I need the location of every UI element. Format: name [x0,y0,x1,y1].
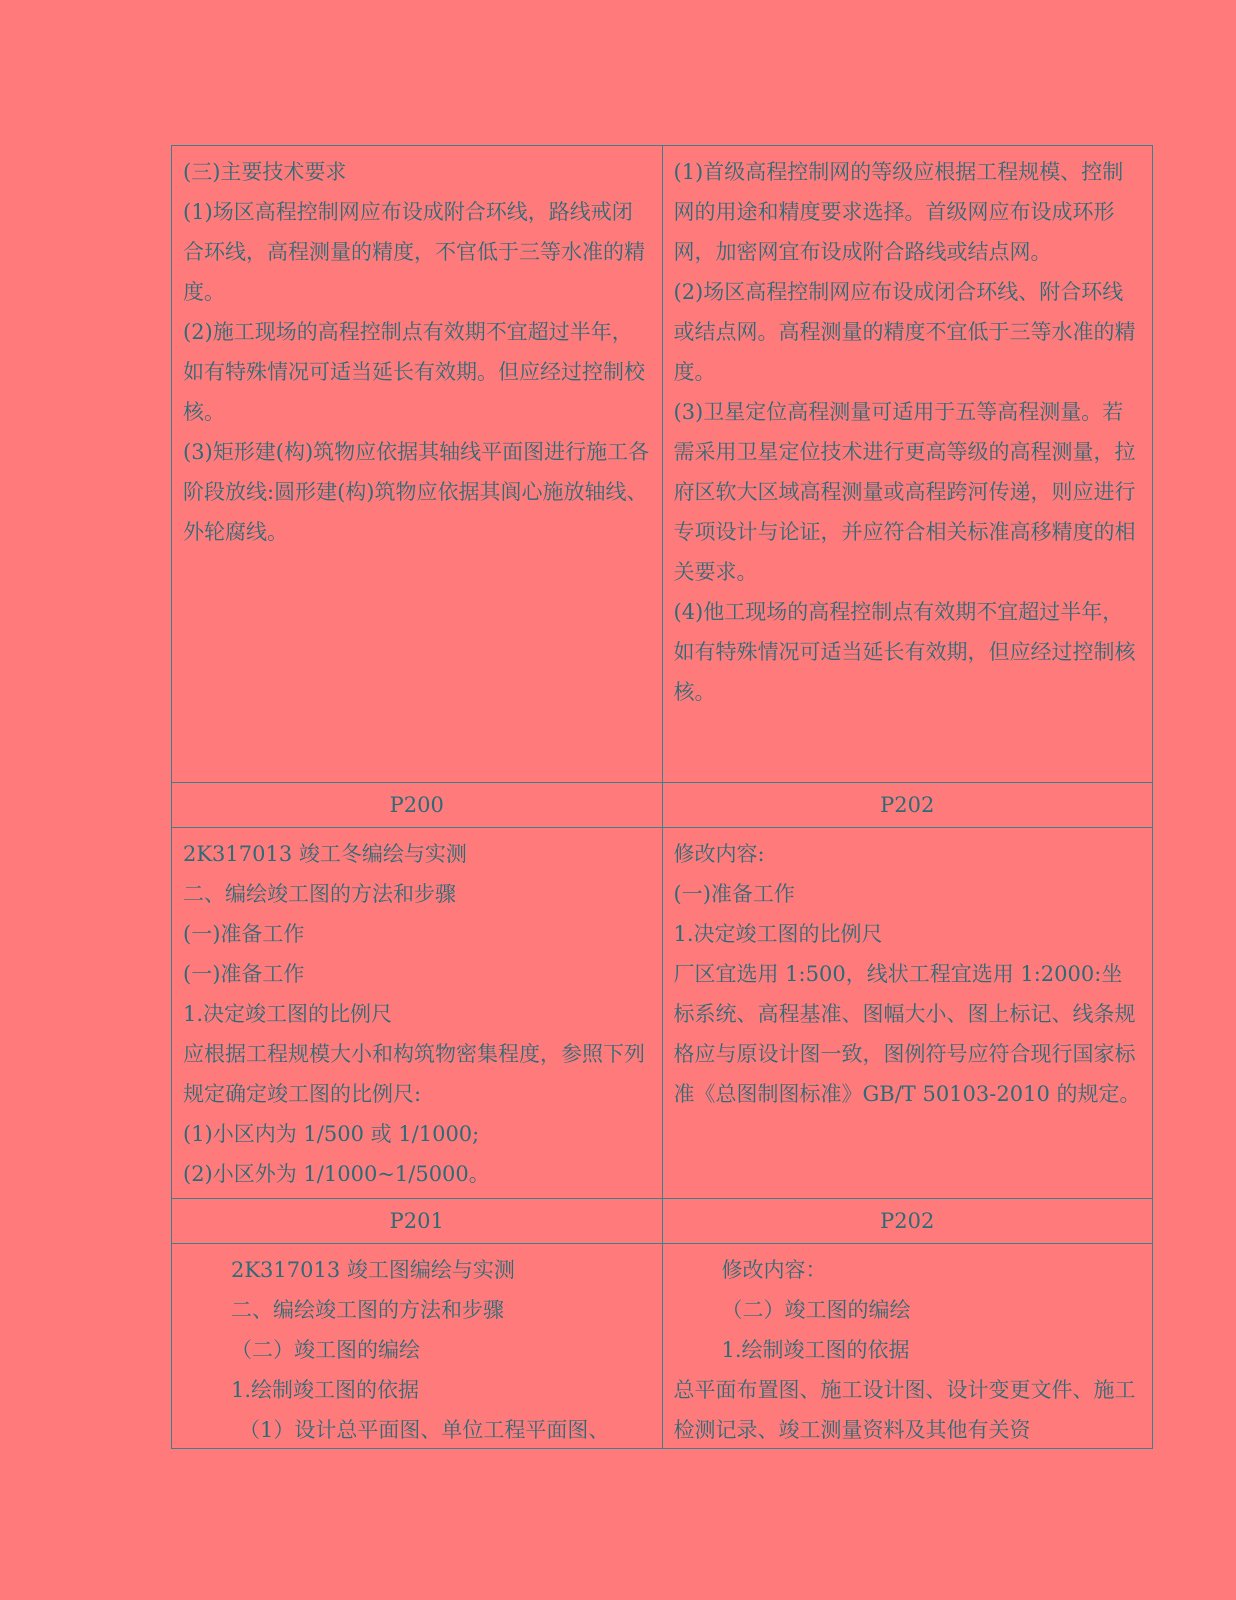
table-row [172,146,1153,783]
revised-text-cell [662,828,1153,1199]
subheading: (一)准备工作 [183,922,305,946]
section-code: 2K317013 竣工冬编绘与实测 [183,842,467,866]
table-row [172,828,1153,1199]
comparison-table [171,145,1153,1449]
paragraph: (1)场区高程控制网应布设成附合环线，路线戒闭合环线，高程测量的精度，不官低于三等水准的精度。 [183,200,645,304]
revised-text-cell [662,1244,1153,1449]
section-heading: (三)主要技术要求 [183,160,347,184]
list-item: （1）设计总平面图、单位工程平面图、 [239,1418,610,1442]
list-item: (2)小区外为 1/1000~1/5000。 [183,1162,490,1186]
original-text-cell [172,1244,663,1449]
section-heading: 二、编绘竣工图的方法和步骤 [183,882,456,906]
paragraph: (4)他工现场的高程控制点有效期不宜超过半年，如有特殊情况可适当延长有效期，但应经过控制核核。 [673,600,1136,704]
page-reference-row [172,1199,1153,1244]
paragraph: 总平面布置图、施工设计图、设计变更文件、施工检测记录、竣工测量资料及其他有关资 [673,1378,1136,1442]
revised-text-cell [662,146,1153,783]
paragraph: 厂区宜选用 1:500，线状工程宜选用 1:2000:坐标系统、高程基准、图幅大小、图上标记、线条规格应与原设计图一致，图例符号应符合现行国家标准《总图制图标准》GB/T 50103-2010 的规定。 [673,962,1141,1106]
paragraph: 应根据工程规模大小和构筑物密集程度，参照下列规定确定竣工图的比例尺: [183,1042,645,1106]
paragraph: (3)卫星定位高程测量可适用于五等高程测量。若需采用卫星定位技术进行更高等级的高程测量，拉府区软大区域高程测量或高程跨河传递，则应进行专项设计与论证，并应符合相关标准高移精度的相关要求。 [673,400,1136,584]
subheading: (一)准备工作 [183,962,305,986]
item-heading: 1.决定竣工图的比例尺 [673,922,883,946]
paragraph: (3)矩形建(构)筑物应依据其轴线平面图进行施工各阶段放线:圆形建(构)筑物应依据其阆心施放轴线、外轮腐线。 [183,440,650,544]
page-number: P200 [172,783,663,828]
original-text-cell [172,146,663,783]
subheading: （二）竣工图的编绘 [721,1298,911,1322]
page-number: P202 [662,783,1153,828]
paragraph: (1)首级高程控制网的等级应根据工程规模、控制网的用途和精度要求选择。首级网应布设成环形网，加密网宜布设成附合路线或结点网。 [673,160,1124,264]
section-code: 2K317013 竣工图编绘与实测 [231,1258,515,1282]
paragraph: (2)施工现场的高程控制点有效期不宜超过半年，如有特殊情况可适当延长有效期。但应经过控制校核。 [183,320,645,424]
subheading: (一)准备工作 [673,882,795,906]
page-number: P201 [172,1199,663,1244]
item-heading: 1.决定竣工图的比例尺 [183,1002,393,1026]
item-heading: 1.绘制竣工图的依据 [721,1338,910,1362]
section-heading: 二、编绘竣工图的方法和步骤 [231,1298,504,1322]
page-number: P202 [662,1199,1153,1244]
revision-label: 修改内容: [673,842,765,866]
table-row [172,1244,1153,1449]
original-text-cell [172,828,663,1199]
paragraph: (2)场区高程控制网应布设成闭合环线、附合环线或结点网。高程测量的精度不宜低于三等水准的精度。 [673,280,1136,384]
list-item: (1)小区内为 1/500 或 1/1000; [183,1122,480,1146]
subheading: （二）竣工图的编绘 [231,1338,420,1362]
item-heading: 1.绘制竣工图的依据 [231,1378,420,1402]
revision-label: 修改内容： [721,1258,827,1282]
page-reference-row [172,783,1153,828]
